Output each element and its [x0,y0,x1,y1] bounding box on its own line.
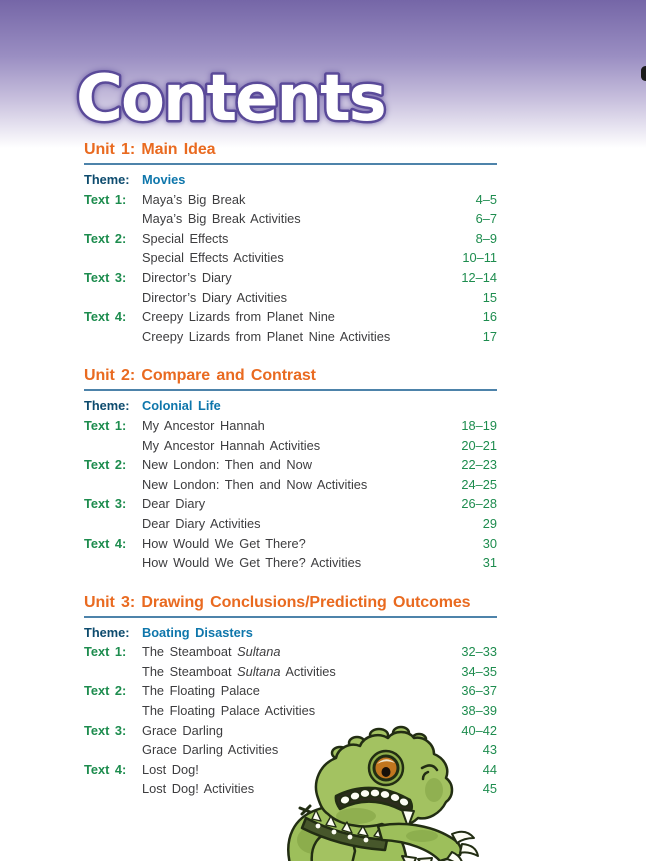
entry-title: New London: Then and Now Activities [142,476,368,492]
entry-title: The Steamboat Sultana Activities [142,663,336,679]
unit-section-2 [84,367,497,572]
entry-pages: 34–35 [461,663,497,679]
entry-title: The Floating Palace Activities [142,703,316,719]
toc-entry [84,416,497,436]
entry-label: Text 1: [84,417,127,433]
entry-title-italic: Sultana [237,663,281,679]
entry-pages: 12–14 [461,269,497,285]
entry-label: Text 4: [84,309,127,325]
toc-entry [84,553,497,573]
entry-pages: 20–21 [461,437,497,453]
lizard-lower-claws [402,856,432,861]
toc-entry [84,288,497,308]
entry-pages: 16 [482,309,497,325]
page-title-text: Contents [76,62,385,136]
page-title [70,48,490,140]
entry-pages: 6–7 [475,211,497,227]
toc-entry [84,662,497,682]
entry-label: Text 4: [84,535,127,551]
entry-title: Maya’s Big Break [142,191,246,207]
entry-pages: 26–28 [461,496,497,512]
lizard-illustration [282,718,542,861]
entry-title: Director’s Diary Activities [142,289,288,305]
entry-label: Text 3: [84,269,127,285]
entry-title: Creepy Lizards from Planet Nine Activities [142,328,391,344]
entry-title: New London: Then and Now [142,457,312,473]
entry-pages: 44 [482,761,497,777]
entry-pages: 8–9 [475,230,497,246]
entry-pages: 22–23 [461,457,497,473]
entry-label: Text 3: [84,496,127,512]
entry-pages: 43 [482,742,497,758]
lizard-collar-tie [300,806,310,814]
page-edge-mark [641,66,646,81]
entry-title: How Would We Get There? Activities [142,555,362,571]
toc-entry [84,327,497,347]
entry-title: Dear Diary [142,496,206,512]
toc-entry [84,455,497,475]
entry-label: Text 1: [84,191,127,207]
entry-pages: 40–42 [461,722,497,738]
entry-title-italic: Sultana [237,644,281,660]
entry-pages: 15 [482,289,497,305]
entry-title: Lost Dog! Activities [142,781,255,797]
toc-entry [84,190,497,210]
entry-title: Maya’s Big Break Activities [142,211,301,227]
entry-title: The Floating Palace [142,683,260,699]
toc-entry [84,494,497,514]
entry-label: Text 2: [84,683,127,699]
toc-entry [84,268,497,288]
entry-label: Text 2: [84,230,127,246]
theme-label: Theme: [84,624,130,640]
entry-label: Text 2: [84,457,127,473]
entry-pages: 30 [482,535,497,551]
entry-label: Text 1: [84,644,127,660]
theme-row [84,623,497,643]
unit-rows [84,170,497,346]
toc-entry [84,307,497,327]
entry-title: Lost Dog! [142,761,199,777]
toc-entry [84,514,497,534]
theme-label: Theme: [84,398,130,414]
entry-title: My Ancestor Hannah [142,417,265,433]
entry-title: Grace Darling Activities [142,742,279,758]
theme-value: Movies [142,172,186,187]
theme-label: Theme: [84,172,130,187]
toc-entry [84,248,497,268]
entry-pages: 36–37 [461,683,497,699]
theme-value: Colonial Life [142,398,221,414]
entry-pages: 17 [482,328,497,344]
unit-rows [84,396,497,572]
unit-section-1 [84,141,497,346]
table-of-contents [84,141,497,799]
entry-pages: 31 [482,555,497,571]
entry-title: Creepy Lizards from Planet Nine [142,309,335,325]
entry-title: Dear Diary Activities [142,515,261,531]
entry-pages: 10–11 [462,250,497,266]
entry-label: Text 4: [84,761,127,777]
entry-pages: 18–19 [461,417,497,433]
entry-pages: 38–39 [461,703,497,719]
toc-entry [84,209,497,229]
theme-row [84,170,497,190]
entry-title: Director’s Diary [142,269,232,285]
entry-title: How Would We Get There? [142,535,306,551]
entry-title: Grace Darling [142,722,223,738]
lizard-eye [369,751,403,785]
entry-label: Text 3: [84,722,127,738]
entry-pages: 32–33 [461,644,497,660]
entry-title: Special Effects Activities [142,250,284,266]
entry-pages: 4–5 [475,191,497,207]
theme-value: Boating Disasters [142,624,253,640]
entry-pages: 29 [482,515,497,531]
toc-entry [84,436,497,456]
entry-pages: 24–25 [461,476,497,492]
unit-heading: Unit 1: Main Idea [84,141,497,165]
entry-title: The Steamboat Sultana [142,644,281,660]
entry-pages: 45 [482,781,497,797]
theme-row [84,396,497,416]
toc-entry [84,642,497,662]
entry-title: Special Effects [142,230,229,246]
unit-heading: Unit 3: Drawing Conclusions/Predicting Outcomes [84,594,497,618]
entry-title: My Ancestor Hannah Activities [142,437,321,453]
toc-entry [84,229,497,249]
toc-entry [84,475,497,495]
unit-heading: Unit 2: Compare and Contrast [84,367,497,391]
toc-entry [84,681,497,701]
toc-entry [84,534,497,554]
